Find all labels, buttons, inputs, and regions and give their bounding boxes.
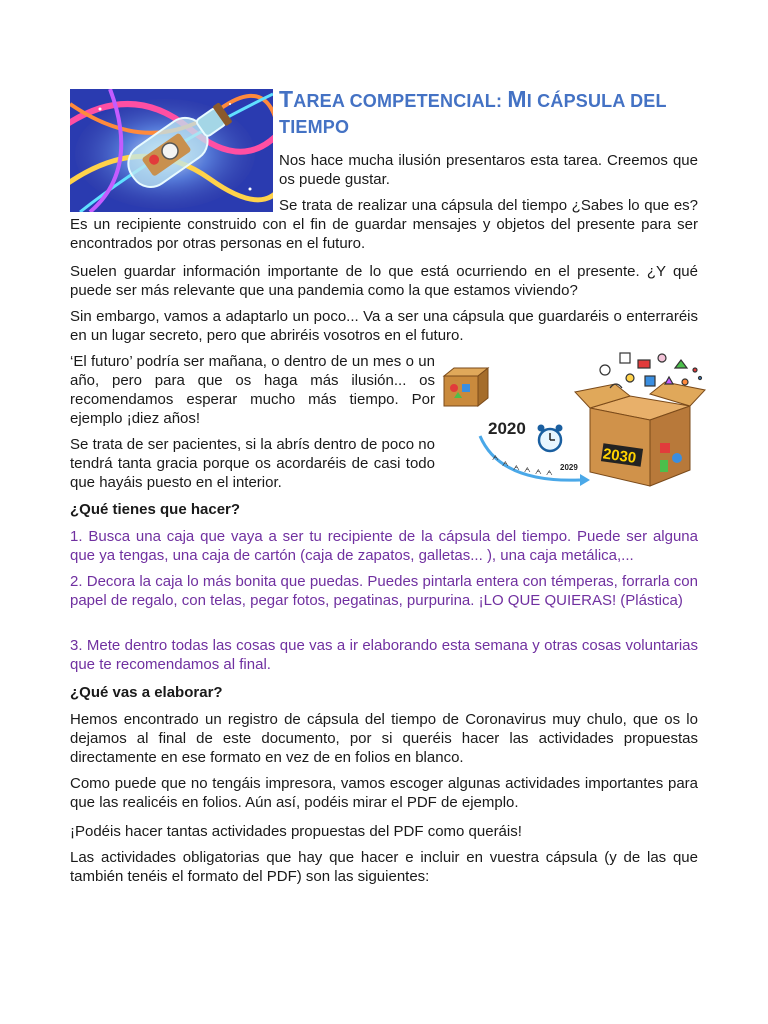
small-box-icon (444, 368, 488, 406)
adapt-paragraph: Sin embargo, vamos a adaptarlo un poco... Va a ser una cápsula que guardaréis o enterraréis en un lugar secreto, pero que abriréis vosotros en el futuro. (70, 308, 698, 344)
time-capsule-box-illustration (440, 348, 710, 490)
svg-text:ᗅ: ᗅ (524, 467, 531, 474)
svg-text:ᗅ: ᗅ (546, 470, 553, 477)
floating-items-icons (600, 353, 702, 388)
many-activities-paragraph: ¡Podéis hacer tantas actividades propuestas del PDF como queráis! (70, 823, 522, 840)
year-2029-label: 2029 (560, 463, 578, 472)
patience-paragraph: Se trata de ser pacientes, si la abrís dentro de poco no tendrá tanta gracia porque os acordaréis de casi todo que hayáis puesto en el interior. (70, 436, 435, 491)
registry-paragraph: Hemos encontrado un registro de cápsula del tiempo de Coronavirus muy chulo, que os lo dejamos al final de este documento, por si queréis hacer las actividades propuestas directamente en ese formato en vez de en folios en blanco. (70, 711, 698, 766)
definition-paragraph: Se trata de realizar una cápsula del tiempo ¿Sabes lo que es? Es un recipiente construido con el fin de guardar mensajes y objetos del presente para ser encontrados por otras personas en el futuro. (70, 197, 698, 252)
svg-text:ᗅ: ᗅ (502, 461, 509, 468)
intro-paragraph: Nos hace mucha ilusión presentaros esta tarea. Creemos que os puede gustar. (279, 152, 698, 188)
svg-text:ᗅ: ᗅ (513, 465, 520, 472)
year-2030-label: 2030 (601, 445, 638, 467)
step-1-paragraph: 1. Busca una caja que vaya a ser tu recipiente de la cápsula del tiempo. Puede ser alguna que ya tengas, una caja de cartón (caja de zapatos, galletas... ), una caja metálica,... (70, 528, 698, 564)
year-2020-label: 2020 (488, 419, 526, 438)
step-3-paragraph: 3. Mete dentro todas las cosas que vas a ir elaborando esta semana y otras cosas voluntarias que te recomendamos al final. (70, 637, 698, 673)
bottle-capsule-illustration (70, 89, 273, 212)
section-heading-make: ¿Qué vas a elaborar? (70, 684, 223, 701)
svg-text:ᗅ: ᗅ (492, 455, 499, 462)
page-title: TAREA COMPETENCIAL: MI CÁPSULA DEL TIEMPO (279, 86, 667, 137)
printer-paragraph: Como puede que no tengáis impresora, vamos escoger algunas actividades importantes para que las realicéis en folios. Aún así, podéis mirar el PDF de ejemplo. (70, 775, 698, 811)
section-heading-todo: ¿Qué tienes que hacer? (70, 501, 241, 518)
step-2-paragraph: 2. Decora la caja lo más bonita que puedas. Puedes pintarla entera con témperas, forrarla con papel de regalo, con telas, pegar fotos, pegatinas, purpurina. ¡LO QUE QUIERAS! (Plástica) (70, 573, 698, 609)
svg-text:ᗅ: ᗅ (535, 469, 542, 476)
alarm-clock-icon (538, 425, 563, 452)
relevance-paragraph: Suelen guardar información importante de lo que está ocurriendo en el presente. ¿Y qué puede ser más relevante que una pandemia como la que estamos viviendo? (70, 263, 698, 299)
mandatory-paragraph: Las actividades obligatorias que hay que hacer e incluir en vuestra cápsula (y de las que también tenéis el formato del PDF) son las siguientes: (70, 849, 698, 885)
big-box-icon (575, 382, 705, 486)
future-paragraph: ‘El futuro’ podría ser mañana, o dentro de un mes o un año, pero para que os haga más ilusión... os recomendamos esperar mucho más tiempo. Por ejemplo ¡diez años! (70, 353, 435, 427)
